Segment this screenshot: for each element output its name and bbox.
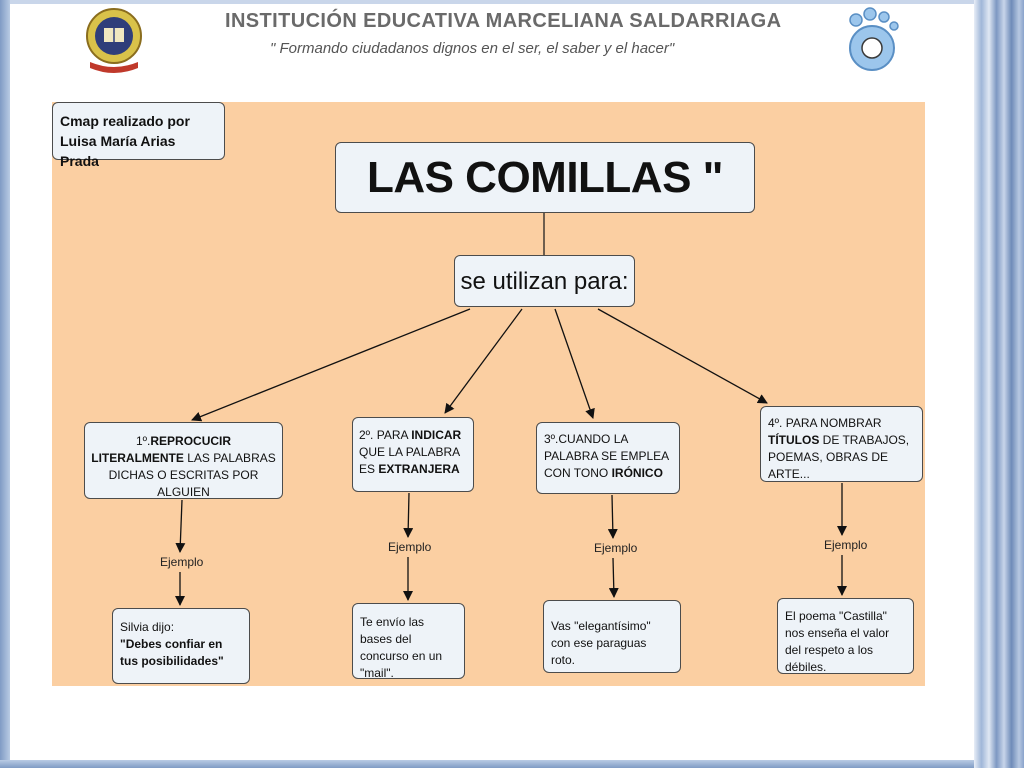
use-2-lead: 2º. PARA	[359, 428, 408, 442]
link-use1-label	[180, 500, 182, 552]
link-use3-label	[612, 495, 613, 538]
example-node-3: Vas "elegantísimo" con ese paraguas roto.	[543, 600, 681, 673]
use-4-keyword: TÍTULOS	[768, 433, 820, 447]
link-label3-example3	[613, 558, 614, 597]
link-subtitle-use3	[555, 309, 593, 418]
link-label-ejemplo-3: Ejemplo	[594, 541, 638, 555]
use-4-rest: DE TRABAJOS, POEMAS, OBRAS DE ARTE...	[768, 433, 910, 481]
link-use2-label	[408, 493, 409, 537]
use-1-keyword: REPROCUCIR LITERALMENTE	[91, 434, 232, 465]
use-node-1	[84, 422, 283, 499]
link-subtitle-use2	[445, 309, 522, 413]
slide-frame-bottom	[0, 760, 1024, 768]
school-crest-icon	[82, 6, 146, 76]
use-2-rest: QUE LA PALABRA ES	[359, 445, 460, 476]
use-node-3	[536, 422, 680, 494]
use-1-rest: LAS PALABRAS DICHAS O ESCRITAS POR ALGUIEN	[108, 451, 276, 499]
use-4-lead: 4º. PARA NOMBRAR	[768, 416, 882, 430]
school-name: INSTITUCIÓN EDUCATIVA MARCELIANA SALDARRIAGA	[225, 10, 782, 32]
slide-frame-left	[0, 0, 10, 768]
concept-title-node: LAS COMILLAS "	[335, 142, 755, 213]
author-credit-node: Cmap realizado por Luisa María Arias Prada	[52, 102, 225, 160]
link-label-ejemplo-1: Ejemplo	[160, 555, 204, 569]
use-2-keyword: INDICAR	[411, 428, 462, 442]
concept-map-canvas	[52, 102, 925, 686]
school-motto: " Formando ciudadanos dignos en el ser, el saber y el hacer"	[270, 40, 675, 57]
link-label-ejemplo-2: Ejemplo	[388, 540, 432, 554]
example-node-2: Te envío las bases del concurso en un "mail".	[352, 603, 465, 679]
link-label-ejemplo-4: Ejemplo	[824, 538, 868, 552]
use-2-keyword-2: EXTRANJERA	[378, 462, 460, 476]
use-node-4	[760, 406, 923, 482]
example-node-4: El poema "Castilla" nos enseña el valor del respeto a los débiles.	[777, 598, 914, 674]
example-1-quote: "Debes confiar en tus posibilidades"	[120, 637, 224, 668]
use-node-2	[352, 417, 474, 492]
use-3-lead: 3º.CUANDO LA PALABRA SE EMPLEA CON TONO	[544, 432, 669, 480]
use-3-keyword: IRÓNICO	[611, 466, 663, 480]
example-node-1	[112, 608, 250, 684]
use-1-lead: 1º.	[135, 434, 151, 448]
concept-linking-node: se utilizan para:	[454, 255, 635, 307]
link-subtitle-use4	[598, 309, 767, 403]
example-1-intro: Silvia dijo:	[120, 620, 175, 634]
slide-frame-right	[974, 0, 1024, 768]
link-subtitle-use1	[192, 309, 470, 420]
footprint-mascot-icon	[838, 4, 904, 74]
